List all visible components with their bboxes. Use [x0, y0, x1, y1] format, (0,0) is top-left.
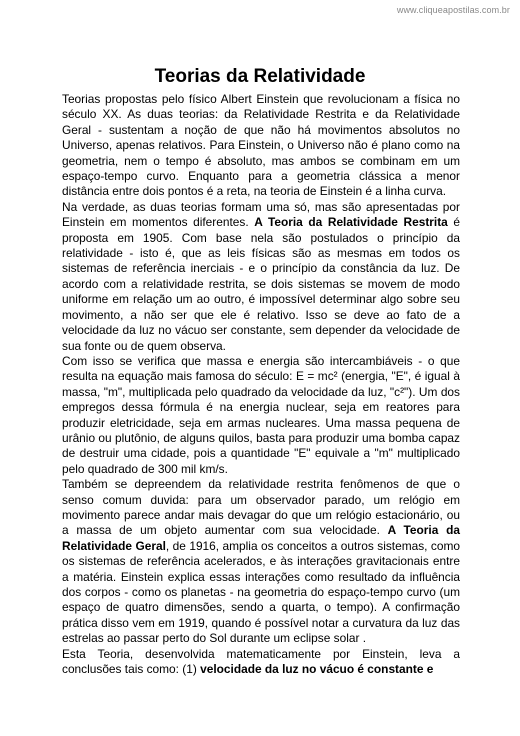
- paragraph-text: Com isso se verifica que massa e energia são intercambiáveis - o que resulta na equação mais famosa do século: E = mc² (energia, "E", é igual à massa, "m", multiplicada pelo quadrado da velocidade da luz, "c²"). Um dos empregos dessa fórmula é na energia nuclear, seja em reatores para produzir eletricidade, seja em armas nucleares. Uma massa pequena de urânio ou plutônio, de alguns quilos, basta para produzir uma bomba capaz de destruir uma cidade, pois a quantidade "E" equivale a "m" multiplicado pelo quadrado de 300 mil km/s.: [62, 353, 460, 476]
- paragraph-text: é proposta em 1905. Com base nela são postulados o princípio da relatividade - isto é, que as leis físicas são as mesmas em todos os sistemas de referência inerciais - e o princípio da constância da luz. De acordo com a relatividade restrita, se dois sistemas se movem de modo uniforme em relação um ao outro, é impossível determinar algo sobre seu movimento, a não ser que ele é relativo. Isso se deve ao fato de a velocidade da luz no vácuo ser constante, sem depender da velocidade de sua fonte ou de quem observa.: [62, 215, 460, 353]
- paragraph: [62, 200, 460, 354]
- paragraph-text: Esta Teoria, desenvolvida matematicamente por Einstein, leva a conclusões tais como: (1): [62, 646, 460, 677]
- paragraph-text: Na verdade, as duas teorias formam uma só, mas são apresentadas por Einstein em momentos diferentes.: [62, 199, 460, 230]
- bold-term: A Teoria da Relatividade Geral: [62, 523, 460, 553]
- site-url[interactable]: www.cliqueapostilas.com.br: [396, 5, 510, 15]
- paragraph: [62, 647, 460, 678]
- bold-term: A Teoria da Relatividade Restrita: [254, 215, 448, 230]
- bold-term: velocidade da luz no vácuo é constante e: [200, 662, 434, 677]
- paragraph-text: Também se depreendem da relatividade restrita fenômenos de que o senso comum duvida: para um observador parado, um relógio em movimento parece andar mais devagar do que um relógio estacionário, ou a massa de um objeto aumentar com sua velocidade.: [62, 477, 460, 538]
- paragraph: [62, 477, 460, 646]
- paragraph: [62, 92, 460, 200]
- document-body: [62, 92, 460, 677]
- paragraph: [62, 354, 460, 477]
- paragraph-text: Teorias propostas pelo físico Albert Einstein que revolucionam a física no século XX. As duas teorias: da Relatividade Restrita e da Relatividade Geral - sustentam a noção de que não há movimentos absolutos no Universo, apenas relativos. Para Einstein, o Universo não é plano como na geometria, nem o tempo é absoluto, mas ambos se combinam em um espaço-tempo curvo. Enquanto para a geometria clássica a menor distância entre dois pontos é a reta, na teoria de Einstein é a linha curva.: [62, 92, 460, 199]
- page-title: Teorias da Relatividade: [154, 66, 366, 87]
- paragraph-text: , de 1916, amplia os conceitos a outros sistemas, como os sistemas de referência acelerados, e às interações gravitacionais entre a matéria. Einstein explica essas interações como resultado da influência dos corpos - como os planetas - na geometria do espaço-tempo curvo (um espaço de quatro dimensões, sendo a quarta, o tempo). A confirmação prática disso vem em 1919, quando é possível notar a curvatura da luz das estrelas ao passar perto do Sol durante um eclipse solar .: [62, 538, 460, 646]
